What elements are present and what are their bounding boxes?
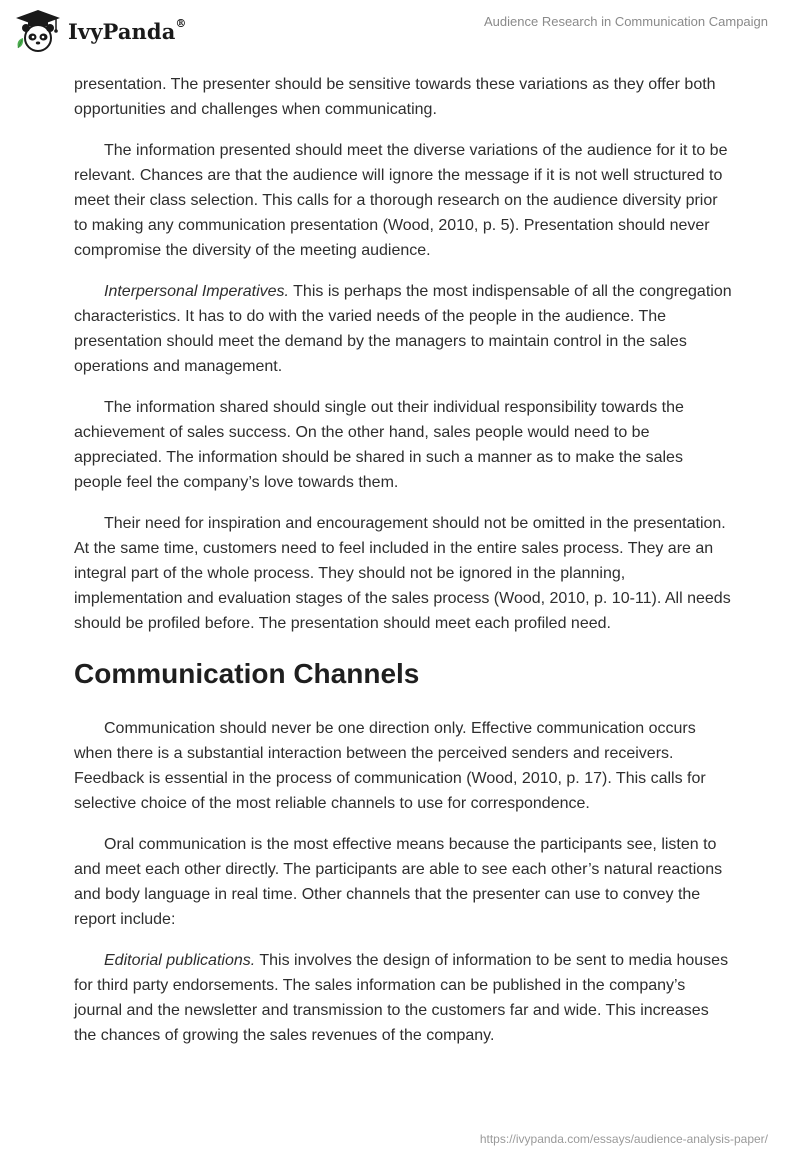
paragraph: Communication should never be one direction only. Effective communication occurs when there is a substantial interaction between the perceived senders and receivers. Feedback is essential in the process of communication (Wood, 2010, p. 17). This calls for selective choice of the most reliable channels to use for correspondence.: [74, 720, 706, 812]
article-body: [74, 72, 734, 1064]
paragraph: Interpersonal Imperatives. This is perhaps the most indispensable of all the congregation characteristics. It has to do with the varied needs of the people in the audience. The presentation should meet the demand by the managers to maintain control in the sales operations and management.: [74, 283, 732, 375]
document-title: Audience Research in Communication Campaign: [484, 14, 768, 29]
panda-graduate-icon: [14, 8, 62, 54]
paragraph: Oral communication is the most effective means because the participants see, listen to and meet each other directly. The participants are able to see each other’s natural reactions and body language in real time. Other channels that the presenter can use to convey the report include:: [74, 836, 723, 928]
paragraph: The information presented should meet the diverse variations of the audience for it to be relevant. Chances are that the audience will ignore the message if it is not well structured to meet their class selection. This calls for a thorough research on the audience diversity prior to making any communication presentation (Wood, 2010, p. 5). Presentation should never compromise the diversity of the meeting audience.: [74, 142, 728, 259]
section-heading: Communication Channels: [74, 658, 420, 689]
paragraph: Their need for inspiration and encouragement should not be omitted in the presentation. At the same time, customers need to feel included in the entire sales process. They are an integral part of the whole process. They should not be ignored in the planning, implementation and evaluation stages of the sales process (Wood, 2010, p. 10-11). All needs should be profiled before. The presentation should meet each profiled need.: [74, 515, 731, 632]
paragraph: Editorial publications. This involves the design of information to be sent to media houses for third party endorsements. The sales information can be published in the company’s journal and the newsletter and transmission to the customers far and wide. This increases the chances of growing the sales revenues of the company.: [74, 952, 729, 1044]
page-header: [0, 0, 800, 70]
paragraph-italic-lead: Interpersonal Imperatives.: [104, 283, 289, 300]
paragraph-italic-lead: Editorial publications.: [104, 952, 256, 969]
paragraph: presentation. The presenter should be sensitive towards these variations as they offer both opportunities and challenges when communicating.: [74, 76, 716, 118]
source-url[interactable]: https://ivypanda.com/essays/audience-analysis-paper/: [479, 1132, 768, 1146]
ivypanda-logo[interactable]: [14, 8, 187, 54]
logo-text: IvyPanda®: [68, 16, 187, 44]
paragraph: The information shared should single out their individual responsibility towards the achievement of sales success. On the other hand, sales people would need to be appreciated. The information should be shared in such a manner as to make the sales people feel the company’s love towards them.: [74, 399, 684, 491]
